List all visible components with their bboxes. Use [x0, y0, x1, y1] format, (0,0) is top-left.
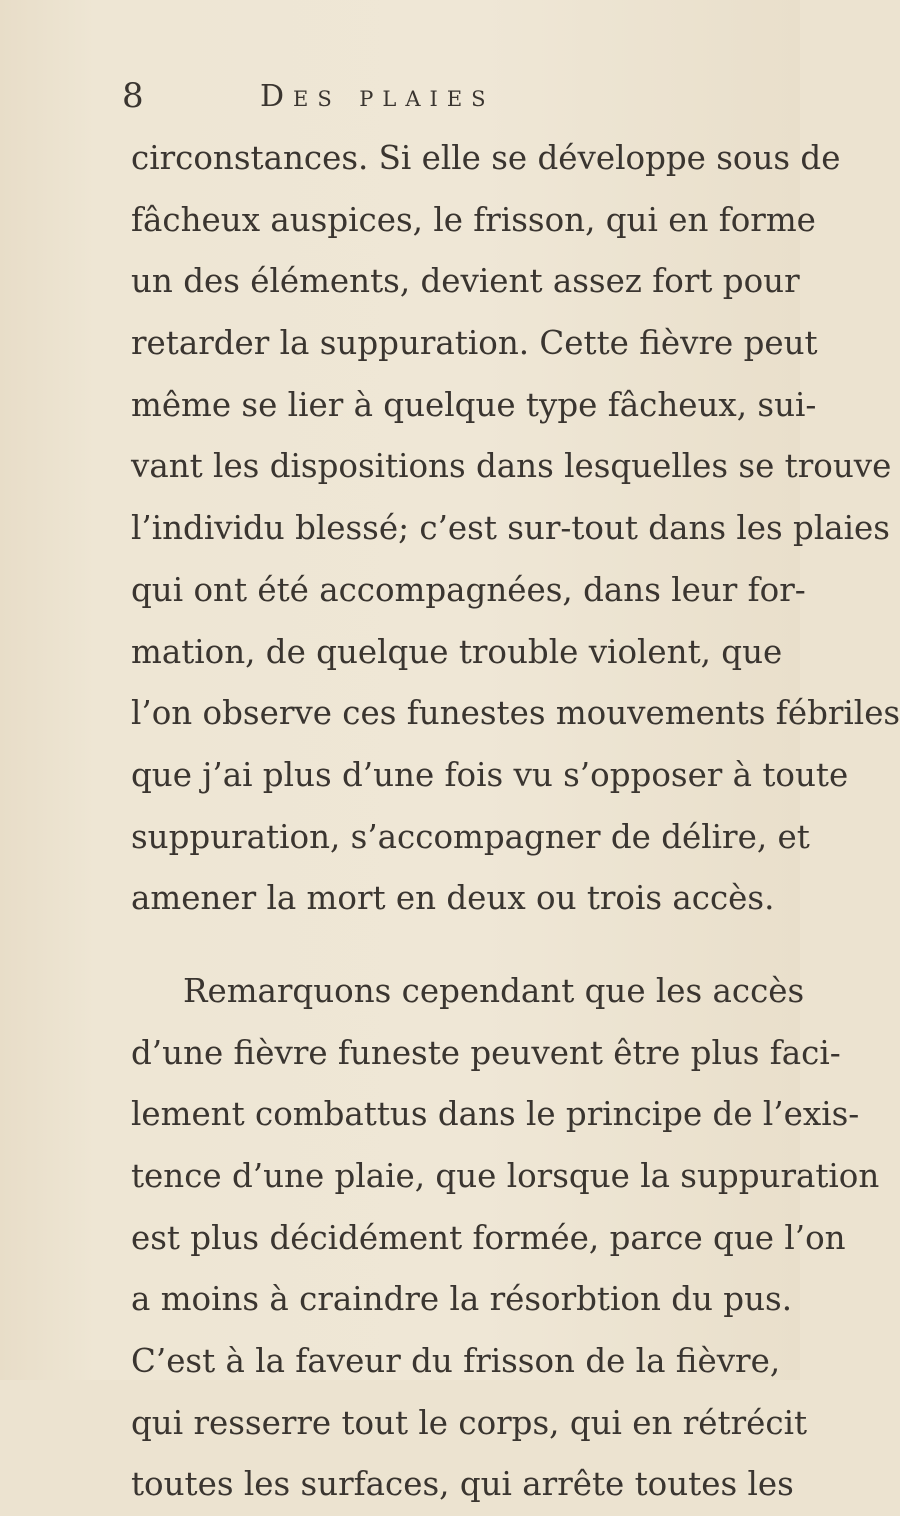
- text-line: Remarquons cependant que les accès: [183, 971, 805, 1010]
- text-line: est plus décidément formée, parce que l’on: [131, 1218, 846, 1257]
- text-line: un des éléments, devient assez fort pour: [131, 262, 800, 301]
- paragraph-gap: [131, 930, 738, 961]
- text-line: lement combattus dans le principe de l’exis-: [131, 1095, 860, 1134]
- body-text: [131, 128, 900, 1516]
- text-line: que j’ai plus d’une fois vu s’opposer à toute: [131, 755, 849, 794]
- text-line: qui ont été accompagnées, dans leur for-: [131, 570, 806, 609]
- text-line: vant les dispositions dans lesquelles se trouve: [131, 447, 892, 486]
- text-line: l’individu blessé; c’est sur-tout dans les plaies: [131, 509, 890, 548]
- text-line: circonstances. Si elle se développe sous de: [131, 139, 841, 177]
- running-title: Des plaies: [260, 79, 495, 114]
- page-header: [122, 70, 682, 120]
- text-line: a moins à craindre la résorbtion du pus.: [131, 1280, 793, 1319]
- page-number: 8: [122, 76, 144, 116]
- text-line: toutes les surfaces, qui arrête toutes les: [131, 1465, 794, 1504]
- text-line: amener la mort en deux ou trois accès.: [131, 879, 775, 918]
- text-line: l’on observe ces funestes mouvements fébriles: [131, 694, 900, 733]
- text-line: mation, de quelque trouble violent, que: [131, 632, 783, 671]
- text-line: d’une fièvre funeste peuvent être plus faci-: [131, 1033, 841, 1072]
- text-line: suppuration, s’accompagner de délire, et: [131, 817, 810, 856]
- text-line: C’est à la faveur du frisson de la fièvre,: [131, 1342, 781, 1381]
- text-line: retarder la suppuration. Cette fièvre peut: [131, 324, 818, 363]
- paragraph: [131, 128, 900, 930]
- text-line: tence d’une plaie, que lorsque la suppuration: [131, 1157, 880, 1195]
- text-line: qui resserre tout le corps, qui en rétrécit: [131, 1403, 808, 1442]
- text-line: même se lier à quelque type fâcheux, sui-: [131, 385, 817, 424]
- text-line: fâcheux auspices, le frisson, qui en forme: [131, 200, 816, 239]
- paragraph: [131, 961, 880, 1516]
